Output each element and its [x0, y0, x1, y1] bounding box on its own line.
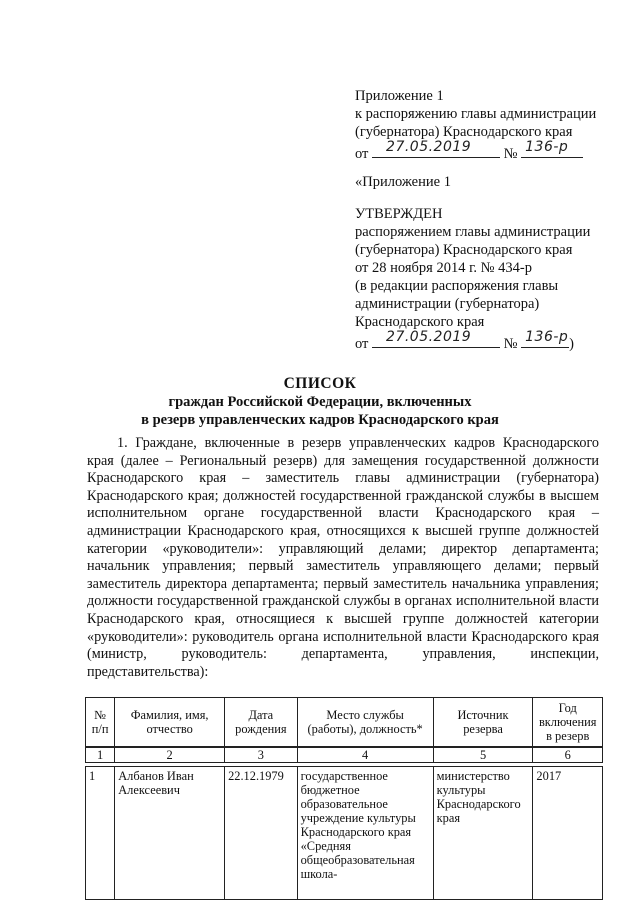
approved-date-line: [355, 331, 625, 353]
table-body: [85, 766, 603, 900]
approved-number-field: [521, 331, 569, 348]
approved-date-handwritten: 27.05.2019: [386, 329, 472, 345]
body-paragraph: 1. Граждане, включенные в резерв управленческих кадров Краснодарского края (далее – Региональный резерв) для замещения государственной должности Краснодарского края – заместитель главы администрации (губернатора) Краснодарского края; должностей государственной гражданской службы в высшем исполнительном органе государственной власти Краснодарского края – администрации Краснодарского края, относящихся к высшей группе должностей категории «руководители»: управляющий делами; директор департамента; начальник управления; первый заместитель управляющего делами; первый заместитель директора департамента; первый заместитель начальника управления; должности государственной гражданской службы в органах исполнительной власти Краснодарского края, относящиеся к высшей группе должностей категории «руководители»: руководитель органа исполнительной власти Краснодарского края (министр, руководитель: департамента, управления, инспекции, представительства):: [87, 435, 599, 680]
cell-birth: 22.12.1979: [225, 767, 298, 900]
appendix-line1: Приложение 1: [355, 88, 444, 104]
column-number: 3: [225, 748, 298, 763]
cell-num: 1: [86, 767, 115, 900]
list-title: СПИСОК: [283, 375, 357, 392]
table-header: [85, 697, 603, 747]
appendix-number-handwritten: 136-р: [525, 139, 569, 155]
list-subtitle-line1: граждан Российской Федерации, включенных: [168, 394, 472, 410]
column-number: 2: [115, 748, 225, 763]
column-number: 4: [297, 748, 433, 763]
approved-from-label: от: [355, 336, 369, 352]
appendix-date-handwritten: 27.05.2019: [386, 139, 472, 155]
header-birth: Дата рождения: [225, 698, 298, 747]
appendix-line3: (губернатора) Краснодарского края: [355, 124, 573, 140]
cell-place: государственное бюджетное образовательное учреждение культуры Краснодарского края «Средняя общеобразовательная школа-: [297, 767, 433, 900]
cell-source: министерство культуры Краснодарского края: [433, 767, 533, 900]
column-number: 1: [86, 748, 115, 763]
column-number: 6: [533, 748, 603, 763]
approved-line1: распоряжением главы администрации: [355, 224, 591, 240]
approved-line5: администрации (губернатора): [355, 296, 540, 312]
appendix-block: [355, 87, 625, 163]
header-source: Источник резерва: [433, 698, 533, 747]
header-year: Год включения в резерв: [533, 698, 603, 747]
approved-number-handwritten: 136-р: [525, 329, 569, 345]
approved-block: [355, 173, 625, 353]
cell-name: Албанов Иван Алексеевич: [115, 767, 225, 900]
body-text: [87, 435, 599, 681]
approved-close-paren: ): [569, 336, 574, 352]
appendix-line2: к распоряжению главы администрации: [355, 106, 597, 122]
table-row: [86, 767, 603, 900]
table-column-numbers: [85, 747, 603, 763]
approved-line4: (в редакции распоряжения главы: [355, 278, 559, 294]
approved-line6: Краснодарского края: [355, 314, 485, 330]
appendix-number-label: №: [503, 146, 518, 162]
approved-heading: УТВЕРЖДЕН: [355, 206, 443, 222]
header-num: № п/п: [86, 698, 115, 747]
appendix-from-label: от: [355, 146, 369, 162]
header-place: Место службы (работы), должность*: [297, 698, 433, 747]
approved-line2: (губернатора) Краснодарского края: [355, 242, 573, 258]
list-subtitle-line2: в резерв управленческих кадров Краснодарского края: [141, 412, 499, 428]
column-number: 5: [433, 748, 533, 763]
approved-line3: от 28 ноября 2014 г. № 434-р: [355, 260, 532, 276]
appendix-number-field: [521, 141, 583, 158]
approved-quote-line: «Приложение 1: [355, 174, 451, 190]
appendix-date-line: [355, 141, 625, 163]
header-name: Фамилия, имя, отчество: [115, 698, 225, 747]
cell-year: 2017: [533, 767, 603, 900]
approved-date-field: [372, 331, 500, 348]
approved-number-label: №: [503, 336, 518, 352]
appendix-date-field: [372, 141, 500, 158]
